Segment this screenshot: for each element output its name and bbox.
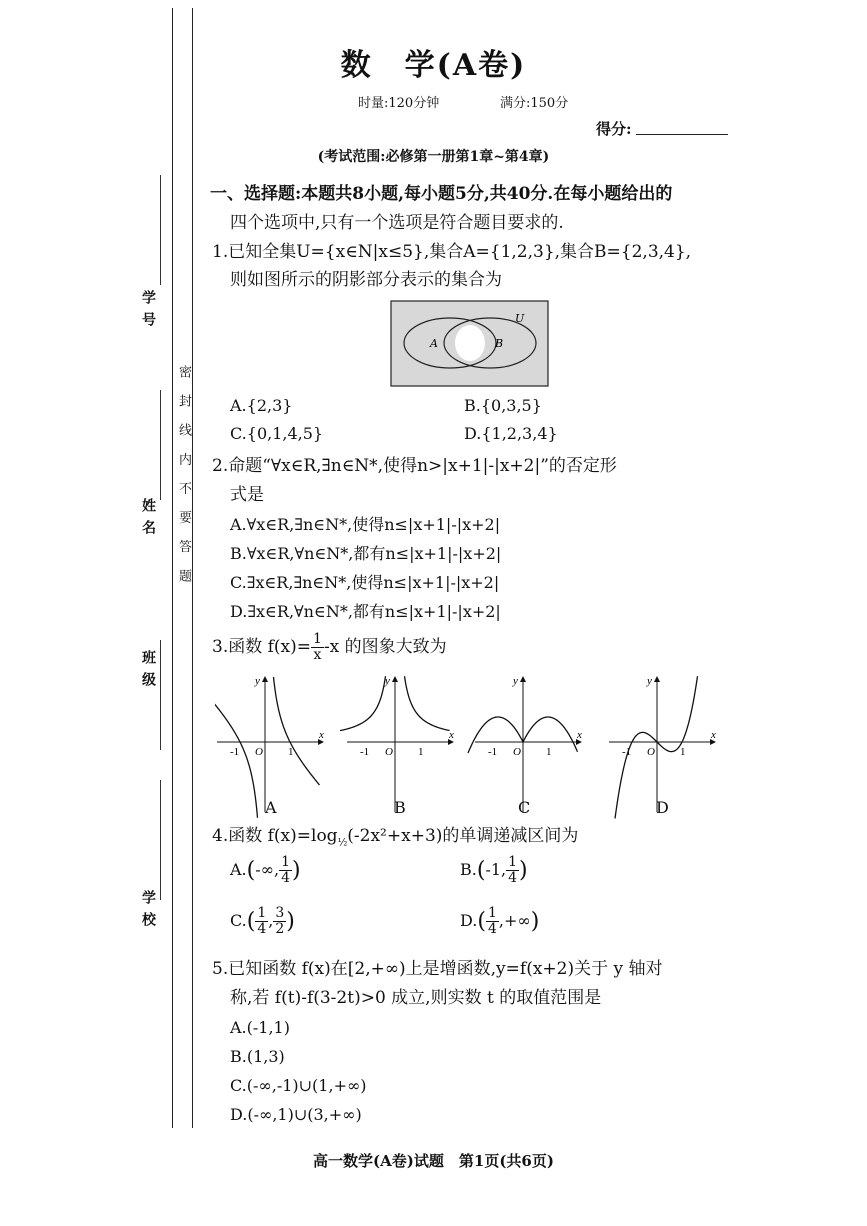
q4-a-close: ) xyxy=(291,858,301,883)
exam-scope: (考试范围:必修第一册第1章~第4章) xyxy=(317,149,550,165)
q4-a-left: -∞, xyxy=(255,860,280,879)
q4-b-open: ( xyxy=(476,858,486,883)
binding-line-left xyxy=(172,8,173,1128)
q3-stem-pre: 3.函数 f(x)= xyxy=(212,637,312,657)
q5-line1: 5.已知函数 f(x)在[2,+∞)上是增函数,y=f(x+2)关于 y 轴对 xyxy=(212,959,663,979)
q4-d-close: ) xyxy=(530,909,540,934)
q4-a-frac xyxy=(279,855,292,886)
q1-line1: 1.已知全集U={x∈N|x≤5},集合A={1,2,3},集合B={2,3,4}, xyxy=(212,242,692,262)
q4-d-right: ,+∞ xyxy=(498,911,531,930)
school-label: 学校 xyxy=(140,890,156,934)
q2-option-a[interactable]: A.∀x∈R,∃n∈N*,使得n≤|x+1|-|x+2| xyxy=(230,515,501,534)
q4-c-open: ( xyxy=(246,909,256,934)
q4-c-num1: 1 xyxy=(257,905,267,921)
q4-option-d[interactable] xyxy=(460,906,539,937)
tick-pos-one: 1 xyxy=(546,746,552,758)
y-axis-label: y xyxy=(255,675,260,687)
venn-u-label: U xyxy=(515,312,525,325)
q3-fraction xyxy=(311,632,324,663)
q4-stem-post: (-2x²+x+3)的单调递减区间为 xyxy=(347,826,579,846)
origin-label: O xyxy=(513,746,521,758)
q4-c-letter: C. xyxy=(230,911,247,930)
q3-graph-b[interactable] xyxy=(340,675,454,812)
q4-c-num2: 3 xyxy=(275,905,285,921)
q4-b-close: ) xyxy=(519,858,528,883)
q4-d-open: ( xyxy=(477,909,486,934)
q3-option-b-label[interactable]: B xyxy=(394,798,406,817)
q4-c-den2: 2 xyxy=(275,921,285,937)
origin-label: O xyxy=(385,746,393,758)
class-label: 班级 xyxy=(140,650,156,694)
q3-graph-d[interactable] xyxy=(609,675,716,819)
x-axis-label: x xyxy=(577,729,582,741)
score-blank[interactable] xyxy=(636,134,728,135)
q4-c-frac1 xyxy=(255,906,268,937)
q3-frac-den: x xyxy=(313,647,322,663)
q2-option-c[interactable]: C.∃x∈R,∃n∈N*,使得n≤|x+1|-|x+2| xyxy=(230,573,500,592)
q1-option-d[interactable]: D.{1,2,3,4} xyxy=(464,424,558,443)
function-curve xyxy=(274,677,320,785)
q4-option-a[interactable] xyxy=(230,855,301,886)
venn-intersection xyxy=(455,325,485,361)
q1-option-b[interactable]: B.{0,3,5} xyxy=(464,396,542,415)
q4-c-close: ) xyxy=(286,909,295,934)
q4-c-frac2 xyxy=(273,906,286,937)
name-underline xyxy=(160,390,161,500)
q4-b-left: -1, xyxy=(485,860,507,879)
q4-a-den: 4 xyxy=(281,870,290,886)
q4-log-base: ½ xyxy=(337,837,348,849)
section-heading-line1: 一、选择题:本题共8小题,每小题5分,共40分.在每小题给出的 xyxy=(210,184,673,204)
q3-option-a-label[interactable]: A xyxy=(265,798,277,817)
q4-c-den1: 4 xyxy=(257,921,267,937)
q4-option-b[interactable] xyxy=(460,855,528,886)
full-score: 满分:150分 xyxy=(500,96,569,111)
q5-option-b[interactable]: B.(1,3) xyxy=(230,1047,285,1066)
q4-a-num: 1 xyxy=(281,854,290,870)
q2-option-b[interactable]: B.∀x∈R,∀n∈N*,都有n≤|x+1|-|x+2| xyxy=(230,544,502,563)
q2-line2: 式是 xyxy=(230,485,264,505)
q5-line2: 称,若 f(t)-f(3-2t)>0 成立,则实数 t 的取值范围是 xyxy=(230,988,602,1008)
x-axis-label: x xyxy=(319,729,324,741)
q4-b-letter: B. xyxy=(460,860,477,879)
q3-graphs xyxy=(215,672,725,822)
y-axis-label: y xyxy=(647,675,652,687)
q3-option-d-label[interactable]: D xyxy=(656,798,669,817)
q1-option-a[interactable]: A.{2,3} xyxy=(230,396,293,415)
origin-label: O xyxy=(255,746,263,758)
q4-d-den: 4 xyxy=(487,921,497,937)
page-title: 数 学(A卷) xyxy=(340,48,527,83)
q5-option-a[interactable]: A.(-1,1) xyxy=(230,1018,290,1037)
venn-b-label: B xyxy=(495,337,504,350)
q2-line1: 2.命题“∀x∈R,∃n∈N*,使得n>|x+1|-|x+2|”的否定形 xyxy=(212,456,617,476)
origin-label: O xyxy=(647,746,655,758)
y-axis-label: y xyxy=(385,675,390,687)
q4-stem xyxy=(212,822,578,857)
id-underline xyxy=(160,175,161,285)
q4-a-open: ( xyxy=(246,858,256,883)
q3-frac-num: 1 xyxy=(313,631,322,647)
tick-pos-one: 1 xyxy=(680,746,686,758)
seal-text: 密 封 线 内 不 要 答 题 xyxy=(176,365,191,588)
y-axis-label: y xyxy=(513,675,518,687)
tick-neg-one: -1 xyxy=(230,746,240,758)
function-curve xyxy=(215,698,258,817)
q2-option-d[interactable]: D.∃x∈R,∀n∈N*,都有n≤|x+1|-|x+2| xyxy=(230,602,501,621)
q4-d-frac xyxy=(486,906,499,937)
function-curve xyxy=(405,676,450,730)
tick-neg-one: -1 xyxy=(488,746,498,758)
time-limit: 时量:120分钟 xyxy=(358,96,440,111)
q4-d-letter: D. xyxy=(460,911,478,930)
q4-a-letter: A. xyxy=(230,860,247,879)
q3-graph-c[interactable] xyxy=(468,675,582,812)
q3-stem xyxy=(212,632,447,663)
class-underline xyxy=(160,640,161,750)
q5-option-c[interactable]: C.(-∞,-1)∪(1,+∞) xyxy=(230,1076,367,1095)
function-curve xyxy=(340,676,386,730)
q3-stem-post: -x 的图象大致为 xyxy=(323,637,447,657)
school-underline xyxy=(160,780,161,900)
q4-b-frac xyxy=(506,855,519,886)
tick-neg-one: -1 xyxy=(360,746,370,758)
section-heading-line2: 四个选项中,只有一个选项是符合题目要求的. xyxy=(230,213,564,233)
q4-option-c[interactable]: C.( $\frac{1}{4}$ , $\frac{3}{2}$ ) xyxy=(230,905,295,937)
tick-neg-one: -1 xyxy=(622,746,632,758)
q4-d-num: 1 xyxy=(487,905,497,921)
q3-graph-a[interactable] xyxy=(215,675,324,818)
q5-option-d[interactable]: D.(-∞,1)∪(3,+∞) xyxy=(230,1105,362,1124)
q4-b-den: 4 xyxy=(508,870,518,886)
tick-pos-one: 1 xyxy=(418,746,424,758)
page-footer: 高一数学(A卷)试题 第1页(共6页) xyxy=(313,1152,554,1170)
venn-diagram xyxy=(390,300,550,388)
tick-pos-one: 1 xyxy=(288,746,294,758)
q1-option-c[interactable]: C.{0,1,4,5} xyxy=(230,424,324,443)
q3-option-c-label[interactable]: C xyxy=(518,798,531,817)
q1-line2: 则如图所示的阴影部分表示的集合为 xyxy=(230,270,502,290)
score-label: 得分: xyxy=(596,120,632,138)
x-axis-label: x xyxy=(711,729,716,741)
q4-b-num: 1 xyxy=(508,854,518,870)
id-label: 学号 xyxy=(140,290,156,334)
name-label: 姓名 xyxy=(140,498,156,542)
x-axis-label: x xyxy=(449,729,454,741)
venn-a-label: A xyxy=(430,337,438,350)
q4-stem-pre: 4.函数 f(x)=log xyxy=(212,826,338,846)
